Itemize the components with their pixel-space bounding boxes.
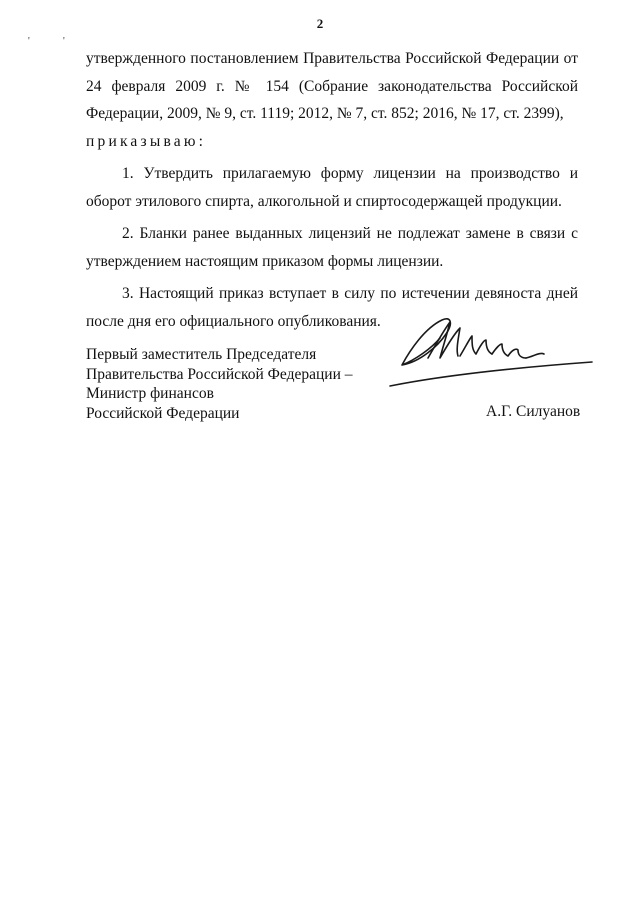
- paragraph-preamble: утвержденного постановлением Правительства Российской Федерации от 24 февраля 2009 г. № 154 (Собрание законодательства Российской Федерации, 2009, № 9, ст. 1119; 2012, № 7, ст. 852; 2016, № 17, ст. 2399),: [86, 50, 578, 122]
- signatory-position-line: Российской Федерации: [86, 404, 240, 422]
- order-item-3: 3. Настоящий приказ вступает в силу по истечении девяноста дней после дня его официального опубликования.: [86, 285, 578, 330]
- signatory-position-line: Министр финансов: [86, 385, 214, 402]
- order-item-1: 1. Утвердить прилагаемую форму лицензии на производство и оборот этилового спирта, алкогольной и спиртосодержащей продукции.: [86, 165, 578, 210]
- signatory-position: [86, 345, 386, 423]
- order-item-2: 2. Бланки ранее выданных лицензий не подлежат замене в связи с утверждением настоящим приказом формы лицензии.: [86, 225, 578, 270]
- page-number: 2: [316, 16, 324, 31]
- signatory-position-line: Правительства Российской Федерации –: [86, 365, 353, 383]
- handwritten-signature: [380, 310, 600, 390]
- signer-name: А.Г. Силуанов: [486, 403, 581, 420]
- document-body: [86, 45, 578, 335]
- scan-mark: ': [28, 36, 30, 47]
- scan-mark: ': [63, 36, 65, 47]
- order-word: приказываю:: [86, 132, 207, 150]
- signatory-position-line: Первый заместитель Председателя: [86, 346, 317, 363]
